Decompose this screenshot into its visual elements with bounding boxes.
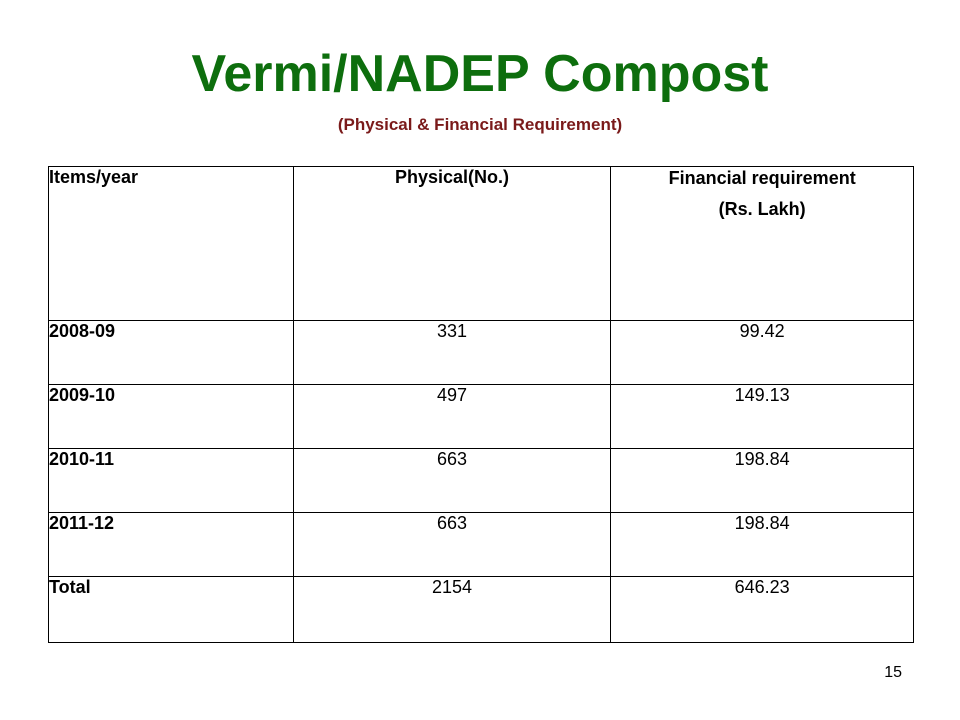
row-financial: 99.42: [611, 321, 914, 385]
row-physical: 663: [293, 513, 611, 577]
row-financial: 198.84: [611, 513, 914, 577]
requirement-table: [48, 166, 914, 643]
slide-title: Vermi/NADEP Compost: [191, 45, 769, 103]
header-items-year: Items/year: [49, 167, 294, 321]
total-label: Total: [49, 577, 294, 643]
table-row: [49, 321, 914, 385]
row-financial: 149.13: [611, 385, 914, 449]
page-number: 15: [884, 664, 902, 681]
row-financial: 198.84: [611, 449, 914, 513]
row-year: 2011-12: [49, 513, 294, 577]
total-financial: 646.23: [611, 577, 914, 643]
header-financial-line2: (Rs. Lakh): [718, 199, 806, 219]
table-row: [49, 385, 914, 449]
table-total-row: [49, 577, 914, 643]
row-year: 2008-09: [49, 321, 294, 385]
row-year: 2009-10: [49, 385, 294, 449]
header-financial: [611, 167, 914, 321]
row-year: 2010-11: [49, 449, 294, 513]
header-physical: Physical(No.): [293, 167, 611, 321]
row-physical: 497: [293, 385, 611, 449]
total-physical: 2154: [293, 577, 611, 643]
header-financial-line1: Financial requirement: [668, 168, 856, 188]
table-row: [49, 513, 914, 577]
slide-subtitle: (Physical & Financial Requirement): [337, 115, 623, 134]
row-physical: 331: [293, 321, 611, 385]
table-header-row: [49, 167, 914, 321]
row-physical: 663: [293, 449, 611, 513]
table-row: [49, 449, 914, 513]
